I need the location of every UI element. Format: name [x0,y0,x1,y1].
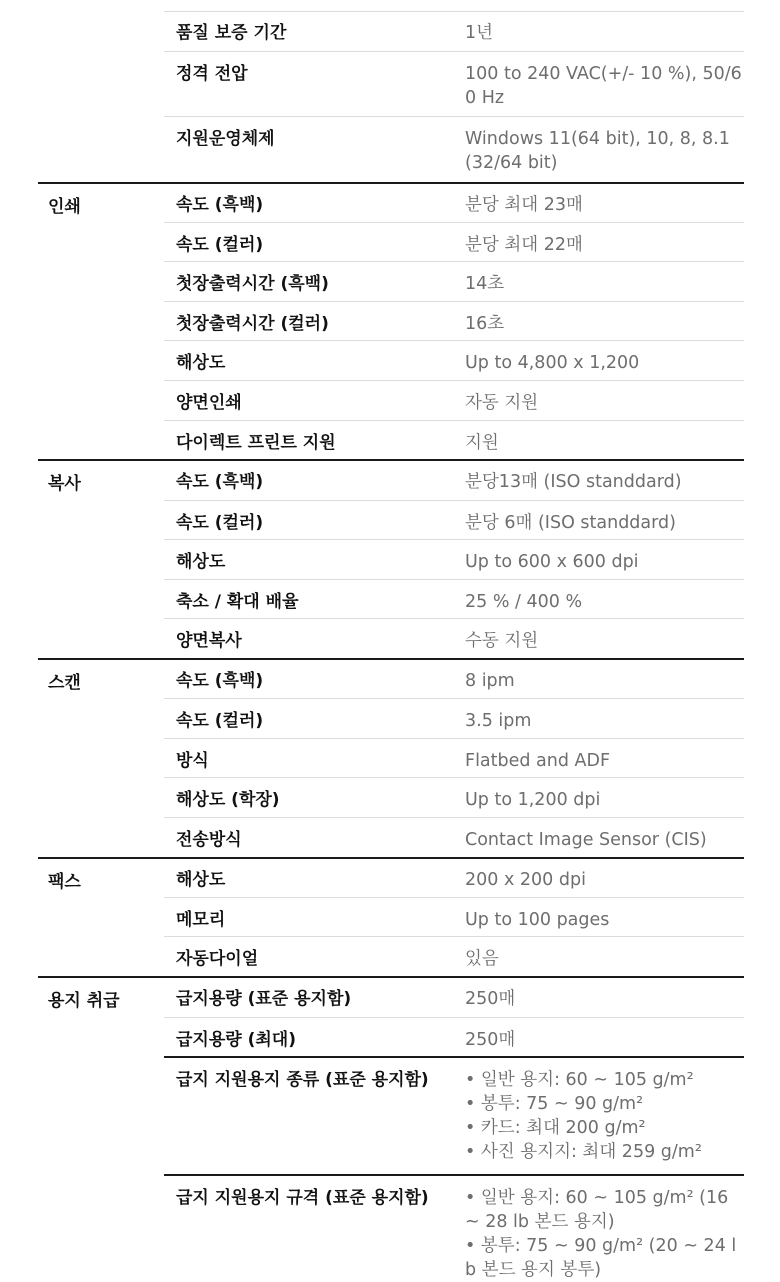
spec-label: 축소 / 확대 배율 [176,592,299,612]
spec-row [164,183,744,222]
spec-row [164,698,744,739]
spec-label: 다이렉트 프린트 지원 [176,433,336,453]
spec-row [164,738,744,778]
spec-label: 속도 (컬러) [176,513,264,533]
spec-row [164,380,744,421]
paper-size-list [465,1186,744,1282]
spec-row-os [164,116,744,183]
spec-row [164,420,744,460]
spec-label: 속도 (흑백) [176,671,264,691]
spec-label: 속도 (컬러) [176,235,264,255]
spec-value: 100 to 240 VAC(+/- 10 %), 50/60 Hz [465,64,742,108]
spec-row [164,460,744,500]
spec-value: 분당 최대 22매 [465,235,583,255]
spec-value: Contact Image Sensor (CIS) [465,830,707,850]
spec-label: 메모리 [176,910,226,930]
spec-label: 방식 [176,751,209,771]
list-item: • 봉투: 75 ~ 90 g/m² (20 ~ 24 lb 본드 용지 봉투) [465,1234,744,1282]
spec-value: Up to 4,800 x 1,200 [465,353,640,373]
spec-value: 분당 최대 23매 [465,195,583,215]
category-scan: 스캔 [48,673,81,693]
category-copy: 복사 [48,474,81,494]
spec-value: 분당13매 (ISO standdard) [465,472,682,492]
spec-row [164,977,744,1017]
spec-value: 3.5 ipm [465,711,532,731]
spec-row [164,936,744,977]
spec-row [164,261,744,302]
spec-label: 양면복사 [176,631,242,651]
spec-row [164,340,744,381]
spec-label: 해상도 [176,870,226,890]
spec-label: 첫장출력시간 (컬러) [176,314,329,334]
spec-label: 전송방식 [176,830,242,850]
spec-label: 정격 전압 [176,64,248,84]
spec-label: 급지용량 (최대) [176,1030,296,1050]
spec-label: 속도 (흑백) [176,195,264,215]
spec-value: 16초 [465,314,505,334]
spec-value: 8 ipm [465,671,515,691]
spec-value: Up to 100 pages [465,910,610,930]
spec-label: 속도 (흑백) [176,472,264,492]
spec-row [164,500,744,540]
spec-value: 14초 [465,274,505,294]
spec-label: 급지용량 (표준 용지함) [176,989,352,1009]
spec-label: 속도 (컬러) [176,711,264,731]
spec-label: 양면인쇄 [176,393,242,413]
spec-value [465,1186,744,1282]
spec-label: 해상도 [176,552,226,572]
spec-label: 품질 보증 기간 [176,23,287,43]
spec-value [465,1068,744,1164]
spec-value: Windows 11(64 bit), 10, 8, 8.1(32/64 bit) [465,129,730,173]
spec-label: 자동다이얼 [176,949,259,969]
spec-row-warranty [164,11,744,51]
spec-value: 자동 지원 [465,393,539,413]
spec-label: 급지 지원용지 규격 (표준 용지함) [176,1188,429,1208]
spec-value: 250매 [465,1030,516,1050]
spec-value: 200 x 200 dpi [465,870,586,890]
category-paper-handling: 용지 취급 [48,991,120,1011]
spec-value: Up to 1,200 dpi [465,790,601,810]
spec-row [164,659,744,698]
spec-row-voltage [164,51,744,117]
list-item: • 일반 용지: 60 ~ 105 g/m² [465,1068,744,1092]
list-item: • 카드: 최대 200 g/m² [465,1116,744,1140]
spec-value: 1년 [465,23,494,43]
spec-label: 해상도 (학장) [176,790,280,810]
spec-label: 급지 지원용지 종류 (표준 용지함) [176,1070,429,1090]
spec-row [164,817,744,858]
paper-type-list [465,1068,744,1164]
spec-value: 250매 [465,989,516,1009]
spec-value: 분당 6매 (ISO standdard) [465,513,676,533]
spec-label: 해상도 [176,353,226,373]
spec-label: 지원운영체제 [176,129,275,149]
spec-value: 있음 [465,949,499,969]
list-item: • 일반 용지: 60 ~ 105 g/m² (16 ~ 28 lb 본드 용지) [465,1186,744,1234]
category-print: 인쇄 [48,197,81,217]
spec-value: Flatbed and ADF [465,751,611,771]
spec-row [164,777,744,818]
spec-row [164,1017,744,1057]
spec-row [164,539,744,580]
spec-value: 지원 [465,433,499,453]
spec-row [164,222,744,262]
spec-row-paper-types [164,1056,744,1176]
spec-row [164,301,744,341]
spec-value: Up to 600 x 600 dpi [465,552,639,572]
list-item: • 봉투: 75 ~ 90 g/m² [465,1092,744,1116]
list-item: • 사진 용지지: 최대 259 g/m² [465,1140,744,1164]
spec-value: 수동 지원 [465,631,539,651]
spec-row-paper-sizes [164,1174,744,1282]
spec-row [164,618,744,659]
spec-row [164,897,744,937]
spec-value: 25 % / 400 % [465,592,583,612]
spec-row [164,579,744,619]
spec-label: 첫장출력시간 (흑백) [176,274,329,294]
spec-row [164,858,744,897]
category-fax: 팩스 [48,872,81,892]
